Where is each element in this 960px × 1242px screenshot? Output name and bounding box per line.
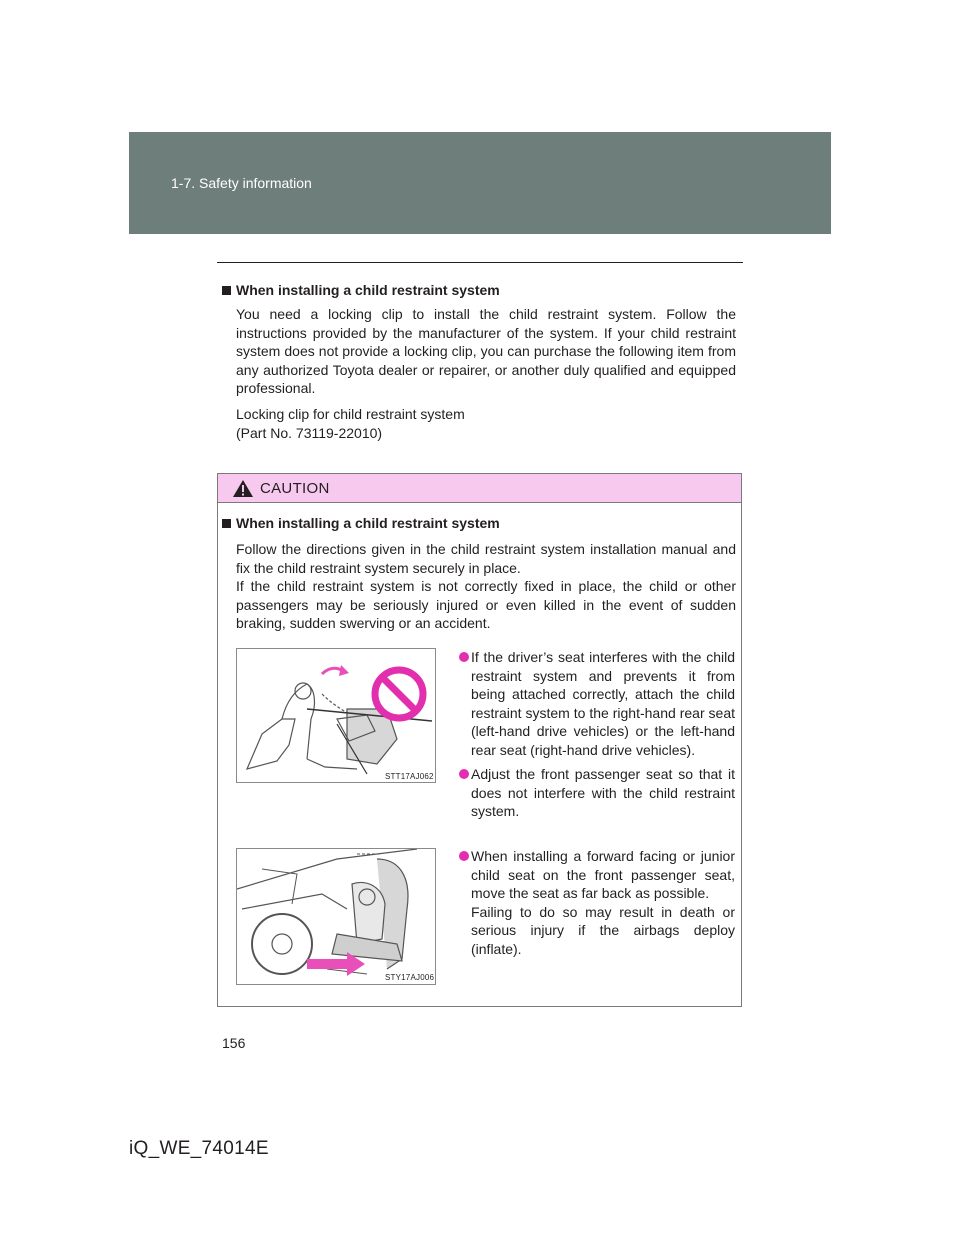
figure-forward-facing-seat [236,848,436,985]
figure-2-code: STY17AJ006 [385,973,435,982]
caution-bullet: When installing a forward facing or junior child seat on the front passenger seat, move the seat as far back as possible. [462,847,735,903]
section-title: 1-7. Safety information [171,175,312,191]
forward-facing-seat-illustration [237,849,435,984]
clip-name: Locking clip for child restraint system [236,406,465,422]
figure-1-code: STT17AJ062 [385,772,434,781]
bullet-dot-icon [459,652,469,662]
figure-seat-interference [236,648,436,783]
caution-paragraph-2: If the child restraint system is not correctly fixed in place, the child or other passengers may be seriously injured or even killed in the event of sudden braking, sudden swerving or an accident. [236,578,736,631]
caution-bullet: Adjust the front passenger seat so that it does not interfere with the child restraint system. [462,765,735,821]
caution-bullet-continuation: Failing to do so may result in death or serious injury if the airbags deploy (inflate). [471,903,735,957]
clip-part-number: (Part No. 73119-22010) [236,425,383,441]
section-header-band [129,132,831,234]
warning-triangle-icon [232,479,254,498]
bullet-dot-icon [459,769,469,779]
caution-paragraph-1: Follow the directions given in the child restraint system installation manual and fix the child restraint system securely in place. [236,541,736,576]
section-heading: When installing a child restraint system [222,280,500,300]
bullet-dot-icon [459,851,469,861]
caution-bullets-lower [462,847,735,958]
square-bullet-icon [222,286,231,295]
caution-bullet: If the driver’s seat interferes with the child restraint system and prevents it from being attached correctly, attach the child restraint system to the right-hand rear seat (left-hand drive vehicles) or the left-hand rear seat (right-hand drive vehicles). [462,648,735,759]
document-code: iQ_WE_74014E [129,1138,269,1159]
top-rule [217,262,743,263]
caution-heading: When installing a child restraint system [222,513,500,533]
caution-bullets-upper [462,648,735,821]
page-number: 156 [222,1035,246,1051]
seat-interference-illustration [237,649,435,782]
caution-label: CAUTION [260,480,330,497]
caution-header [218,474,741,503]
section-paragraph: You need a locking clip to install the child restraint system. Follow the instructions provided by the manufacturer of the system. If your child restraint system does not provide a locking clip, you can purchase the following item from any authorized Toyota dealer or repairer, or another duly qualified and equipped professional. [236,306,736,396]
square-bullet-icon [222,519,231,528]
